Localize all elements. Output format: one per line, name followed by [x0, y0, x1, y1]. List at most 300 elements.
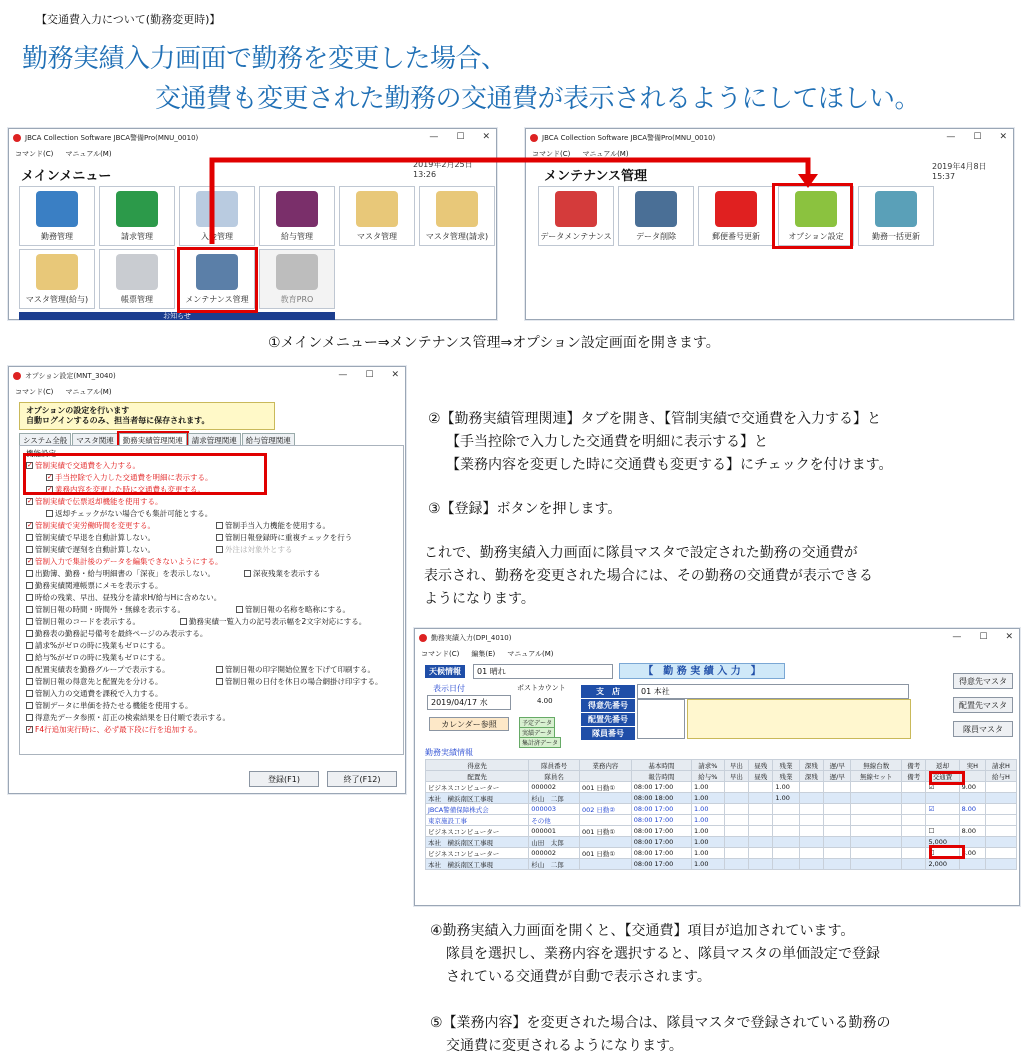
aggregated-data-badge: 集計済データ — [519, 737, 561, 748]
option-label: 管制日報登録時に重複チェックを行う — [225, 533, 353, 542]
table-cell — [773, 815, 799, 826]
option-label: 管制日報の時間・時間外・無線を表示する。 — [35, 605, 185, 614]
table-cell — [824, 848, 851, 859]
date-label: 表示日付 — [433, 684, 465, 693]
menu-manual[interactable]: マニュアル(M) — [65, 150, 112, 158]
weather-select[interactable]: 01 晴れ — [473, 664, 613, 679]
table-cell — [985, 782, 1016, 793]
step-4-line-2: 隊員を選択し、業務内容を選択すると、隊員マスタの単価設定で登録 — [446, 946, 880, 962]
option-window-title: オプション設定(MNT_3040) — [25, 372, 116, 380]
result-line-2: 表示され、勤務を変更された場合には、その勤務の交通費が表示できる — [424, 568, 873, 584]
app-icon — [13, 372, 21, 380]
tab-salary[interactable]: 給与管理関連 — [242, 433, 295, 447]
main-menu-date: 2019年2月25日 13:26 — [413, 160, 481, 179]
maximize-icon[interactable]: ☐ — [365, 370, 374, 380]
post-count-value: 4.00 — [537, 697, 553, 705]
tile-report-management[interactable]: 帳票管理 — [99, 249, 175, 309]
table-cell — [824, 793, 851, 804]
tile-deposit-management[interactable]: 入金管理 — [179, 186, 255, 246]
table-cell: 交通費 — [926, 771, 959, 782]
option-item[interactable] — [26, 652, 170, 663]
table-row[interactable] — [426, 837, 1017, 848]
table-cell: 遅/早 — [824, 760, 851, 771]
checkbox[interactable] — [26, 570, 33, 577]
option-settings-window — [8, 366, 406, 794]
table-cell: 1.00 — [691, 815, 724, 826]
customer-no-label: 得意先番号 — [581, 699, 635, 712]
option-item[interactable] — [216, 532, 352, 543]
maintenance-date: 2019年4月8日 15:37 — [932, 162, 995, 181]
checkbox[interactable]: ✓ — [27, 725, 33, 733]
table-cell — [773, 848, 799, 859]
table-cell: 深残 — [799, 760, 823, 771]
table-cell — [749, 793, 773, 804]
tile-salary-management[interactable]: 給与管理 — [259, 186, 335, 246]
tile-master-salary[interactable]: マスタ管理(給与) — [19, 249, 95, 309]
table-cell — [749, 826, 773, 837]
work-window-title: 勤務実績入力(DPI_4010) — [431, 634, 512, 642]
table-cell: 001 日勤① — [579, 848, 631, 859]
table-cell — [902, 782, 926, 793]
table-cell — [824, 804, 851, 815]
table-cell — [851, 826, 902, 837]
option-item[interactable] — [26, 568, 215, 579]
option-label: 給与%がゼロの時に残業もゼロにする。 — [35, 653, 170, 662]
option-label: 管制日報の得意先と配置先を分ける。 — [35, 677, 163, 686]
table-cell: 1.00 — [691, 859, 724, 870]
table-cell: 08:00 17:00 — [631, 815, 691, 826]
checkbox[interactable] — [180, 618, 187, 625]
table-cell: 備考 — [902, 771, 926, 782]
table-cell: 1.00 — [691, 804, 724, 815]
table-cell — [724, 815, 748, 826]
tile-work-management[interactable]: 勤務管理 — [19, 186, 95, 246]
tile-maintenance-management[interactable]: メンテナンス管理 — [179, 249, 255, 309]
option-item[interactable] — [26, 580, 163, 591]
option-item[interactable] — [26, 676, 163, 687]
checkbox[interactable] — [26, 618, 33, 625]
table-row[interactable] — [426, 859, 1017, 870]
calendar-button[interactable]: カレンダー参照 — [429, 717, 509, 731]
checkbox[interactable] — [26, 666, 33, 673]
headline-line-2: 交通費も変更された勤務の交通費が表示されるようにしてほしい。 — [155, 84, 921, 114]
checkbox[interactable] — [26, 678, 33, 685]
table-cell — [985, 859, 1016, 870]
table-cell — [724, 804, 748, 815]
table-cell: 5,000 — [926, 837, 959, 848]
branch-select[interactable]: 01 本社 — [637, 684, 909, 699]
option-item[interactable] — [26, 700, 193, 711]
table-cell: 08:00 17:00 — [631, 804, 691, 815]
table-cell: 8.00 — [959, 804, 985, 815]
member-master-button[interactable]: 隊員マスタ — [953, 721, 1013, 737]
tab-work-results[interactable]: 勤務実績管理関連 — [119, 433, 187, 447]
app-icon — [419, 634, 427, 642]
table-cell: 請求H — [985, 760, 1016, 771]
maintenance-screen-title: メンテナンス管理 — [544, 169, 647, 184]
table-cell — [724, 782, 748, 793]
option-item[interactable] — [216, 520, 330, 531]
table-cell: 9.00 — [959, 782, 985, 793]
option-item[interactable] — [244, 568, 321, 579]
weather-label: 天候情報 — [425, 665, 465, 678]
table-cell: 000002 — [529, 848, 580, 859]
table-cell — [773, 859, 799, 870]
option-label: 勤務表の勤務記号備考を最終ページのみ表示する。 — [35, 629, 208, 638]
table-cell — [985, 848, 1016, 859]
checkbox[interactable] — [26, 606, 33, 613]
table-cell — [724, 793, 748, 804]
option-label: 外注は対象外とする — [225, 545, 293, 554]
checkbox[interactable]: ✓ — [27, 557, 33, 565]
option-label: 管制日報の名称を略称にする。 — [245, 605, 350, 614]
step-5-line-1: ⑤【業務内容】を変更された場合は、隊員マスタで登録されている勤務の — [430, 1015, 891, 1031]
tile-master-management[interactable]: マスタ管理 — [339, 186, 415, 246]
menu-command[interactable]: コマンド(C) — [15, 388, 54, 396]
entry-banner: 【 勤 務 実 績 入 力 】 — [619, 663, 785, 679]
code-inputs[interactable] — [637, 699, 685, 739]
checkbox[interactable] — [26, 690, 33, 697]
table-cell — [749, 782, 773, 793]
option-item[interactable] — [26, 724, 202, 735]
table-cell — [851, 848, 902, 859]
option-label: 得意先データ参照・訂正の検索結果を日付順で表示する。 — [35, 713, 230, 722]
table-cell: 杉山 二郎 — [529, 793, 580, 804]
table-cell: 杉山 二郎 — [529, 859, 580, 870]
table-cell: 山田 太郎 — [529, 837, 580, 848]
table-cell: ☑ — [926, 782, 959, 793]
table-cell: 08:00 17:00 — [631, 826, 691, 837]
table-cell: 002 日勤② — [579, 804, 631, 815]
option-item[interactable] — [216, 676, 383, 687]
option-label: 管制実績で遅刻を自動計算しない。 — [35, 545, 155, 554]
table-cell: 給与H — [985, 771, 1016, 782]
table-cell: 業務内容 — [579, 760, 631, 771]
checkbox[interactable] — [26, 546, 33, 553]
checkbox[interactable] — [236, 606, 243, 613]
table-cell — [724, 837, 748, 848]
table-cell: 給与% — [691, 771, 724, 782]
checkbox[interactable] — [26, 582, 33, 589]
table-cell: ☐ — [926, 826, 959, 837]
option-item[interactable] — [26, 520, 155, 531]
minimize-icon[interactable]: — — [952, 632, 962, 642]
option-label: 管制実績で伝票返却機能を使用する。 — [35, 497, 163, 506]
table-cell: 報告時間 — [631, 771, 691, 782]
result-line-3: ようになります。 — [424, 591, 535, 607]
table-cell: 昼残 — [749, 760, 773, 771]
maintenance-window-title: JBCA Collection Software JBCA警備Pro(MNU_0010) — [542, 134, 716, 142]
table-cell — [773, 826, 799, 837]
table-cell: 000002 — [529, 782, 580, 793]
tab-billing[interactable]: 請求管理関連 — [188, 433, 241, 447]
checkbox[interactable] — [216, 522, 223, 529]
option-item[interactable] — [26, 496, 163, 507]
checkbox[interactable] — [216, 678, 223, 685]
tile-data-delete[interactable]: データ削除 — [618, 186, 694, 246]
checkbox[interactable] — [26, 714, 33, 721]
table-cell: 深残 — [799, 771, 823, 782]
option-item[interactable] — [26, 532, 155, 543]
option-item[interactable] — [26, 616, 140, 627]
table-cell — [985, 826, 1016, 837]
notice-bar[interactable]: お知らせ — [19, 312, 335, 320]
table-cell — [749, 804, 773, 815]
option-label: 管制手当入力機能を使用する。 — [225, 521, 330, 530]
tile-bulk-update[interactable]: 勤務一括更新 — [858, 186, 934, 246]
table-row[interactable] — [426, 826, 1017, 837]
table-cell: 配置先 — [426, 771, 529, 782]
end-button[interactable]: 終了(F12) — [327, 771, 397, 787]
table-cell: ☑ — [926, 804, 959, 815]
tile-education-pro[interactable]: 教育PRO — [259, 249, 335, 309]
checkbox[interactable]: ✓ — [27, 521, 33, 529]
tile-data-maintenance[interactable]: データメンテナンス — [538, 186, 614, 246]
table-cell — [851, 804, 902, 815]
placement-master-button[interactable]: 配置先マスタ — [953, 697, 1013, 713]
option-label: 管制入力で集計後のデータを編集できないようにする。 — [35, 557, 223, 566]
table-cell — [799, 826, 823, 837]
table-row[interactable] — [426, 793, 1017, 804]
menu-manual[interactable]: マニュアル(M) — [65, 388, 112, 396]
option-item[interactable] — [26, 544, 155, 555]
table-cell — [985, 804, 1016, 815]
table-row[interactable] — [426, 815, 1017, 826]
option-item[interactable] — [180, 616, 366, 627]
table-cell: 1.00 — [691, 837, 724, 848]
close-icon[interactable]: ✕ — [482, 132, 490, 142]
table-cell — [749, 859, 773, 870]
checkbox[interactable] — [26, 594, 33, 601]
checkbox[interactable]: ✓ — [27, 461, 33, 469]
table-cell: 001 日勤① — [579, 826, 631, 837]
table-cell: 08:00 17:00 — [631, 837, 691, 848]
option-notice — [19, 402, 275, 430]
table-cell — [579, 837, 631, 848]
menu-command[interactable]: コマンド(C) — [15, 150, 54, 158]
option-label: 請求%がゼロの時に残業もゼロにする。 — [35, 641, 170, 650]
table-row[interactable] — [426, 848, 1017, 859]
option-label: 管制実績で交通費を入力する。 — [35, 461, 140, 470]
table-cell — [824, 837, 851, 848]
option-item[interactable] — [26, 688, 163, 699]
step-4-line-3: されている交通費が自動で表示されます。 — [446, 969, 711, 985]
option-item[interactable] — [26, 640, 170, 651]
tile-billing-management[interactable]: 請求管理 — [99, 186, 175, 246]
table-row[interactable] — [426, 804, 1017, 815]
minimize-icon[interactable]: — — [429, 132, 439, 142]
result-line-1: これで、勤務実績入力画面に隊員マスタで設定された勤務の交通費が — [424, 545, 858, 561]
work-entry-window — [414, 628, 1020, 906]
placement-no-label: 配置先番号 — [581, 713, 635, 726]
table-cell — [799, 837, 823, 848]
tab-system[interactable]: システム全般 — [19, 433, 71, 447]
tab-master[interactable]: マスタ関連 — [72, 433, 118, 447]
table-cell: 08:00 17:00 — [631, 782, 691, 793]
table-cell — [985, 837, 1016, 848]
table-cell: 000001 — [529, 826, 580, 837]
checkbox[interactable] — [26, 702, 33, 709]
option-item[interactable] — [26, 628, 207, 639]
close-icon[interactable]: ✕ — [1005, 632, 1013, 642]
table-cell: ☐ — [926, 848, 959, 859]
close-icon[interactable]: ✕ — [391, 370, 399, 380]
table-cell — [926, 793, 959, 804]
table-cell — [959, 859, 985, 870]
checkbox[interactable] — [216, 666, 223, 673]
table-cell — [749, 848, 773, 859]
checkbox[interactable] — [26, 534, 33, 541]
table-cell — [926, 815, 959, 826]
highlight-transport-value — [929, 845, 965, 859]
table-cell: ビジネスコンピューター — [426, 826, 529, 837]
table-cell: JBCA警備保障株式会 — [426, 804, 529, 815]
main-menu-screen-title: メインメニュー — [21, 169, 112, 184]
minimize-icon[interactable]: — — [338, 370, 348, 380]
highlight-transport-options — [23, 453, 267, 495]
checkbox[interactable]: ✓ — [47, 473, 53, 481]
maximize-icon[interactable]: ☐ — [973, 132, 982, 142]
table-cell — [799, 782, 823, 793]
maximize-icon[interactable]: ☐ — [979, 632, 988, 642]
menu-edit[interactable]: 編集(E) — [471, 650, 496, 658]
checkbox[interactable] — [46, 510, 53, 517]
checkbox[interactable] — [26, 654, 33, 661]
doc-title: 【交通費入力について(勤務変更時)】 — [36, 13, 221, 26]
checkbox[interactable] — [244, 570, 251, 577]
checkbox[interactable] — [26, 630, 33, 637]
menu-command[interactable]: コマンド(C) — [421, 650, 460, 658]
table-cell: 残業 — [773, 760, 799, 771]
table-cell — [724, 826, 748, 837]
table-cell — [749, 837, 773, 848]
table-cell: 08:00 17:00 — [631, 848, 691, 859]
scheduled-data-badge: 予定データ — [519, 717, 555, 728]
menu-manual[interactable]: マニュアル(M) — [507, 650, 554, 658]
table-cell — [985, 815, 1016, 826]
table-cell — [959, 815, 985, 826]
checkbox[interactable] — [216, 546, 223, 553]
option-label: 管制日報の印字開始位置を下げて印刷する。 — [225, 665, 375, 674]
table-cell — [579, 815, 631, 826]
table-cell: 08:00 17:00 — [631, 859, 691, 870]
table-cell: 本社 横浜南区工事現 — [426, 793, 529, 804]
option-item[interactable] — [216, 544, 293, 555]
step-4-line-1: ④勤務実績入力画面を開くと、【交通費】項目が追加されています。 — [430, 923, 855, 939]
table-cell: 000003 — [529, 804, 580, 815]
option-label: 管制日報の日付を休日の場合網掛け印字する。 — [225, 677, 383, 686]
register-button[interactable]: 登録(F1) — [249, 771, 319, 787]
step-2-line-1: ②【勤務実績管理関連】タブを開き、【管制実績で交通費を入力する】と — [428, 411, 881, 427]
table-cell — [799, 815, 823, 826]
option-label: 勤務実績一覧入力の記号表示幅を2文字対応にする。 — [189, 617, 367, 626]
table-row — [426, 760, 1017, 771]
table-cell: 本社 横浜南区工事現 — [426, 859, 529, 870]
table-cell: ビジネスコンピューター — [426, 782, 529, 793]
option-label: 手当控除で入力した交通費を明細に表示する。 — [55, 473, 213, 482]
date-field[interactable]: 2019/04/17 水 — [427, 695, 511, 710]
maximize-icon[interactable]: ☐ — [456, 132, 465, 142]
table-cell — [902, 848, 926, 859]
menu-manual[interactable]: マニュアル(M) — [582, 150, 629, 158]
table-cell: その他 — [529, 815, 580, 826]
table-cell — [851, 782, 902, 793]
table-cell — [902, 859, 926, 870]
option-item[interactable] — [26, 664, 170, 675]
grid-title: 勤務実績情報 — [425, 748, 473, 757]
option-item[interactable] — [46, 508, 212, 519]
notice-line-1: オプションの設定を行います — [26, 406, 130, 415]
customer-master-button[interactable]: 得意先マスタ — [953, 673, 1013, 689]
table-cell — [902, 837, 926, 848]
table-cell: 遅/早 — [824, 771, 851, 782]
table-cell — [851, 793, 902, 804]
table-cell — [902, 793, 926, 804]
table-cell: 本社 横浜南区工事現 — [426, 837, 529, 848]
close-icon[interactable]: ✕ — [999, 132, 1007, 142]
option-label: 配置実績表を勤務グループで表示する。 — [35, 665, 170, 674]
table-cell: 隊員名 — [529, 771, 580, 782]
menu-command[interactable]: コマンド(C) — [532, 150, 571, 158]
table-cell: 実H — [959, 760, 985, 771]
table-cell: 1.00 — [691, 826, 724, 837]
option-item[interactable] — [26, 556, 223, 567]
table-cell: 基本時間 — [631, 760, 691, 771]
table-cell — [799, 848, 823, 859]
tile-master-billing[interactable]: マスタ管理(請求) — [419, 186, 495, 246]
work-menubar — [415, 647, 1019, 661]
option-item[interactable] — [26, 712, 230, 723]
table-row — [426, 771, 1017, 782]
option-item[interactable] — [236, 604, 350, 615]
main-menu-window-title: JBCA Collection Software JBCA警備Pro(MNU_0010) — [25, 134, 199, 142]
table-cell: 8.00 — [959, 826, 985, 837]
minimize-icon[interactable]: — — [946, 132, 956, 142]
option-item[interactable] — [26, 604, 185, 615]
table-cell — [902, 815, 926, 826]
checkbox[interactable] — [216, 534, 223, 541]
tile-option-settings[interactable]: オプション設定 — [778, 186, 854, 246]
table-cell — [985, 793, 1016, 804]
table-cell — [851, 815, 902, 826]
checkbox[interactable]: ✓ — [47, 485, 53, 493]
flow-arrow — [0, 0, 1029, 330]
table-cell: 001 日勤① — [579, 782, 631, 793]
tile-postal-update[interactable]: 郵便番号更新 — [698, 186, 774, 246]
table-cell — [851, 859, 902, 870]
table-cell: 1.00 — [773, 782, 799, 793]
option-label: 業務内容を変更した時に交通費も変更する。 — [55, 485, 205, 494]
table-cell: 得意先 — [426, 760, 529, 771]
table-cell — [724, 859, 748, 870]
option-item[interactable] — [26, 592, 221, 603]
notice-line-2: 自動ログインするのみ、担当者毎に保存されます。 — [26, 416, 210, 425]
option-label: 返却チェックがない場合でも集計可能とする。 — [55, 509, 213, 518]
checkbox[interactable] — [26, 642, 33, 649]
option-item[interactable] — [216, 664, 375, 675]
table-cell: 返却 — [926, 760, 959, 771]
option-label: 管制実績で実労働時間を変更する。 — [35, 521, 155, 530]
checkbox[interactable]: ✓ — [27, 497, 33, 505]
option-label: 出勤簿、勤務・給与明細書の「深夜」を表示しない。 — [35, 569, 215, 578]
table-cell — [902, 804, 926, 815]
step-5-line-2: 交通費に変更されるようになります。 — [446, 1038, 683, 1054]
table-cell — [824, 782, 851, 793]
table-cell: 昼残 — [749, 771, 773, 782]
post-count-label: ポストカウント — [517, 684, 566, 692]
section-title: 機能設定 — [26, 449, 56, 458]
table-row[interactable] — [426, 782, 1017, 793]
